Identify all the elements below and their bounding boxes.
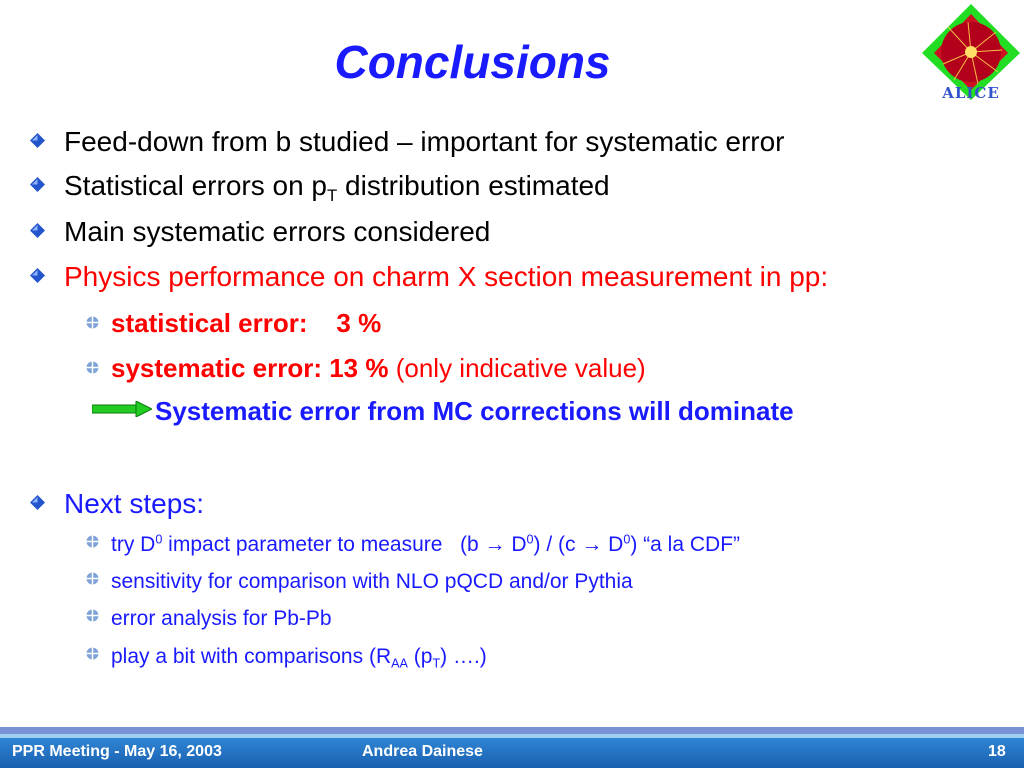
cross-bullet-icon: [86, 535, 99, 548]
diamond-bullet-icon: [30, 223, 45, 238]
next-step-impact-parameter: [86, 532, 740, 558]
footer-author: Andrea Dainese: [362, 743, 483, 760]
cross-bullet-icon: [86, 316, 99, 329]
sub-bullet-text-bold: systematic error: 13 %: [111, 353, 389, 383]
cross-bullet-icon: [86, 609, 99, 622]
sub-bullet-systematic-error: [86, 352, 646, 384]
footer-page-number: 18: [988, 743, 1006, 760]
bullet-text-pre: Statistical errors on p: [64, 170, 327, 201]
text-part: ) “a la CDF”: [630, 533, 741, 556]
conclusion-line: Systematic error from MC corrections will dominate: [155, 396, 794, 426]
superscript: 0: [155, 532, 163, 547]
subscript: T: [432, 656, 441, 671]
text-part: ) ….): [440, 645, 487, 668]
text-part: play a bit with comparisons (R: [111, 645, 392, 668]
bullet-next-steps: [30, 487, 204, 521]
text-part: error analysis for Pb-Pb: [111, 607, 332, 630]
bullet-text-post: distribution estimated: [337, 170, 610, 201]
next-step-comparisons: [86, 644, 487, 670]
next-step-sensitivity: [86, 569, 633, 595]
sub-bullet-statistical-error: [86, 307, 381, 339]
bullet-feed-down: [30, 125, 785, 159]
bullet-physics-performance: [30, 260, 828, 294]
right-arrow-symbol: →: [484, 533, 506, 556]
right-arrow-symbol: →: [581, 533, 603, 556]
superscript: 0: [623, 532, 631, 547]
cross-bullet-icon: [86, 647, 99, 660]
bullet-text: Next steps:: [64, 488, 205, 519]
footer-stripe: [0, 727, 1024, 734]
text-part: D: [602, 533, 624, 556]
cross-bullet-icon: [86, 572, 99, 585]
superscript: 0: [526, 532, 534, 547]
alice-logo: [918, 2, 1024, 100]
diamond-bullet-icon: [30, 133, 45, 148]
diamond-bullet-icon: [30, 268, 45, 283]
footer-meeting: PPR Meeting - May 16, 2003: [12, 743, 222, 760]
bullet-systematic-errors: [30, 215, 490, 249]
bullet-text: Main systematic errors considered: [64, 216, 491, 247]
next-step-error-analysis: [86, 606, 332, 632]
bullet-text: Feed-down from b studied – important for systematic error: [64, 126, 785, 157]
text-part: D: [505, 533, 527, 556]
subscript-t: T: [327, 185, 338, 205]
bullet-text: Physics performance on charm X section measurement in pp:: [64, 261, 829, 292]
green-arrow-icon: [92, 401, 152, 417]
diamond-bullet-icon: [30, 177, 45, 192]
cross-bullet-icon: [86, 361, 99, 374]
text-part: ) / (c: [533, 533, 582, 556]
text-part: impact parameter to measure (b: [162, 533, 485, 556]
subscript: AA: [391, 656, 408, 671]
text-part: (p: [407, 645, 433, 668]
sub-bullet-text: statistical error: 3 %: [111, 308, 382, 338]
diamond-bullet-icon: [30, 495, 45, 510]
bullet-statistical-errors: [30, 169, 610, 203]
text-part: sensitivity for comparison with NLO pQCD and/or Pythia: [111, 570, 633, 593]
alice-logo-text: ALICE: [942, 84, 1000, 100]
text-part: try D: [111, 533, 156, 556]
footer-bar: [0, 727, 1024, 768]
slide-title: Conclusions: [334, 36, 611, 88]
sub-bullet-note: (only indicative value): [388, 353, 646, 383]
